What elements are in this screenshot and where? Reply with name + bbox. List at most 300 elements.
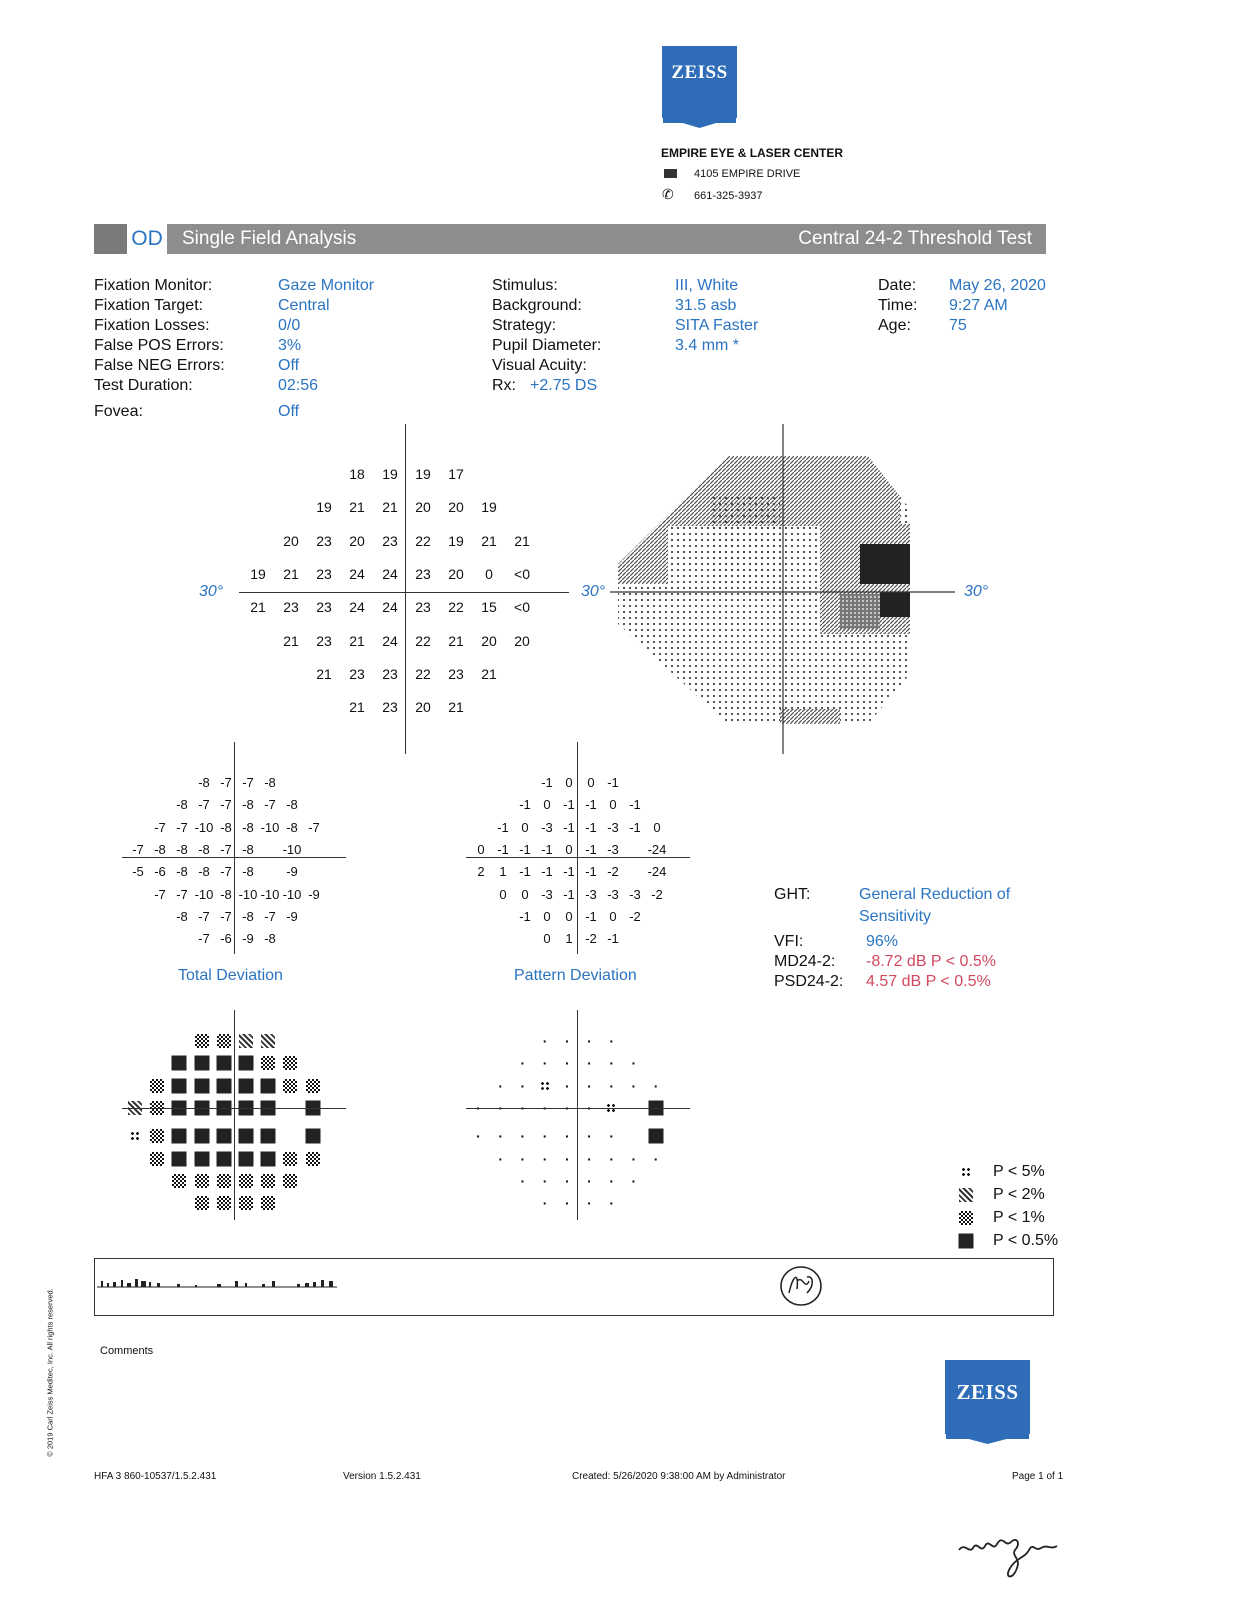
threshold-value: 21 [316,665,332,682]
psd-value: 4.57 dB P < 0.5% [866,973,991,990]
pattern_deviation-value: 0 [499,886,507,902]
threshold-value: 22 [448,599,464,616]
tdp-h-axis [122,1108,346,1109]
total_deviation-value: -8 [264,931,276,947]
pd-prob-symbol: · [520,1055,525,1072]
pattern_deviation-value: 0 [543,931,551,947]
ght-value-1: General Reduction of [859,886,1011,903]
pattern_deviation-value: -1 [629,797,641,813]
pd-prob-symbol: · [587,1055,591,1072]
param-value: Gaze Monitor [278,277,375,294]
total_deviation-value: -8 [176,864,188,880]
td-prob-symbol [261,1056,275,1070]
td-prob-symbol [261,1151,276,1166]
pd-prob-symbol: · [542,1195,547,1212]
total_deviation-value: -8 [286,797,298,813]
td-prob-symbol [239,1056,254,1071]
pattern_deviation-value: -3 [607,841,619,857]
pattern_deviation-value: 0 [565,775,573,790]
pd-prob-symbol: · [542,1055,547,1072]
pd-prob-symbol: · [587,1128,591,1145]
td-prob-symbol [283,1174,297,1188]
td-v-axis [234,742,235,954]
td-prob-symbol [172,1129,187,1144]
threshold-value: 20 [349,532,365,549]
zeiss-logo-top: ZEISS [662,46,737,118]
td-prob-symbol [261,1174,275,1188]
total_deviation-value: -8 [198,775,210,790]
threshold-value: 23 [448,665,464,682]
comments-label: Comments [100,1345,154,1357]
param-label: Age: [878,317,911,334]
threshold-value: 23 [316,599,332,616]
threshold-value: 23 [283,599,299,616]
phone-icon: ✆ [662,186,674,202]
threshold-value: 23 [316,532,332,549]
pattern_deviation-value: 0 [543,797,551,813]
threshold-value: 19 [382,466,398,482]
threshold-value: 19 [415,466,431,482]
footer-created: Created: 5/26/2020 9:38:00 AM by Administrator [572,1471,786,1482]
threshold-value: 21 [448,699,464,716]
legend-label: P < 1% [993,1209,1045,1226]
footer-device: HFA 3 860-10537/1.5.2.431 [94,1471,217,1482]
pd-prob-symbol: · [564,1077,569,1094]
td-prob-symbol [261,1034,275,1048]
pattern_deviation-value: -1 [563,886,575,902]
legend-symbol-p05 [959,1234,974,1249]
td-prob-symbol [283,1056,297,1070]
total_deviation-value: -9 [308,886,320,902]
pattern_deviation-value: -3 [607,819,619,835]
pattern_deviation-value: -1 [519,841,531,857]
envelope-icon [664,169,677,178]
ght-value-2: Sensitivity [859,908,932,925]
clinic-name: EMPIRE EYE & LASER CENTER [661,146,844,160]
pd-prob-symbol: · [542,1128,547,1145]
pd-prob-symbol: · [520,1172,525,1189]
pattern_deviation-value: -2 [585,931,597,947]
td-prob-symbol [150,1079,164,1093]
threshold-value: 24 [382,565,398,582]
threshold-value: 15 [481,599,497,616]
pattern_deviation-value: 0 [587,775,595,790]
td-prob-symbol [239,1129,254,1144]
pattern_deviation-value: 2 [477,864,485,880]
total_deviation-value: -9 [286,908,298,924]
pattern_deviation-value: -1 [563,797,575,813]
pd-prob-symbol: · [587,1195,591,1212]
total_deviation-value: -10 [194,886,214,902]
total_deviation-value: -7 [220,797,232,813]
param-label: Pupil Diameter: [492,337,602,354]
pd-prob-symbol: · [564,1195,569,1212]
td-prob-symbol [283,1079,297,1093]
total_deviation-value: -7 [176,819,188,835]
param-value: 0/0 [278,317,301,334]
legend-symbol-p2 [959,1188,973,1202]
pattern_deviation-value: -1 [541,864,553,880]
threshold-value: 23 [415,599,431,616]
pd-prob-symbol: · [564,1128,569,1145]
td-prob-symbol [150,1152,164,1166]
total_deviation-value: -7 [176,886,188,902]
pattern_deviation-value: 0 [653,819,661,835]
pattern_deviation-value: -1 [607,775,619,790]
threshold-value: 19 [250,565,266,582]
pattern_deviation-value: -1 [541,775,553,790]
threshold-value: 23 [382,665,398,682]
total_deviation-value: -8 [220,819,232,835]
md-value: -8.72 dB P < 0.5% [866,953,997,970]
param-label: Fixation Target: [94,297,204,314]
pattern_deviation-value: -1 [519,797,531,813]
legend-symbol-p5 [961,1167,971,1177]
td-prob-symbol [306,1152,320,1166]
pattern_deviation-value: 0 [565,841,573,857]
param-label: Time: [878,297,918,314]
total_deviation-value: -7 [198,908,210,924]
pd-prob-symbol: · [609,1150,614,1167]
td-prob-symbol [194,1151,209,1166]
pattern_deviation-value: 0 [543,908,551,924]
param-label: Test Duration: [94,377,193,394]
param-label: Date: [878,277,917,294]
param-label: Strategy: [492,317,557,334]
pd-prob-symbol: · [542,1172,547,1189]
pd-prob-symbol: · [564,1150,569,1167]
threshold-value: 0 [485,565,493,582]
threshold-value: 22 [415,665,431,682]
pd-prob-symbol: · [587,1150,591,1167]
total_deviation-value: -7 [154,886,166,902]
total_deviation-value: -8 [176,797,188,813]
td-prob-symbol [305,1129,320,1144]
pattern_deviation-value: -1 [541,841,553,857]
pattern_deviation-value: -1 [563,819,575,835]
td-prob-symbol [172,1151,187,1166]
param-value: 31.5 asb [675,297,737,314]
tdp-v-axis [234,1010,235,1220]
threshold-value: 21 [514,532,530,549]
pd-prob-symbol: · [564,1172,569,1189]
threshold-value: 20 [448,565,464,582]
pd-prob-symbol: · [520,1150,525,1167]
threshold-value: 21 [481,532,497,549]
pd-prob-symbol: · [542,1150,547,1167]
pd-prob-symbol: · [631,1055,636,1072]
pd-prob-symbol: · [609,1055,614,1072]
threshold-value: 20 [481,632,497,649]
td-h-axis [122,857,346,858]
total_deviation-value: -7 [220,775,232,790]
threshold-value: 19 [481,499,497,516]
td-prob-symbol [172,1174,186,1188]
pattern_deviation-value: -1 [519,864,531,880]
pd-prob-symbol: · [609,1195,614,1212]
td-prob-symbol [217,1174,231,1188]
threshold-value: 24 [382,599,398,616]
threshold-h-axis [239,592,569,593]
threshold-value: 21 [349,499,365,516]
threshold-value: 20 [448,499,464,516]
param-value: 75 [949,317,967,334]
param-value: Off [278,357,300,374]
threshold-value: <0 [514,565,530,582]
vfi-value: 96% [866,933,899,950]
vfi-label: VFI: [774,933,804,950]
pattern-deviation-label: Pattern Deviation [514,967,637,984]
pd-prob-symbol: · [609,1128,614,1145]
total_deviation-value: -5 [132,864,144,880]
total_deviation-value: -7 [242,775,254,790]
pd-prob-symbol: · [498,1077,503,1094]
copyright-vertical: © 2019 Carl Zeiss Meditec, Inc. All rights reserved. [45,1288,55,1457]
total_deviation-value: -7 [132,841,144,857]
param-label: False NEG Errors: [94,357,225,374]
total_deviation-value: -10 [260,819,280,835]
pattern_deviation-value: 0 [565,908,573,924]
td-prob-symbol [239,1078,254,1093]
pd-prob-symbol: · [609,1077,614,1094]
legend-label: P < 0.5% [993,1232,1059,1249]
td-prob-symbol [261,1129,276,1144]
threshold-value: 21 [349,632,365,649]
total_deviation-value: -10 [260,886,280,902]
pattern_deviation-value: 1 [565,931,573,947]
rx-value: +2.75 DS [530,377,598,394]
param-label: False POS Errors: [94,337,224,354]
total_deviation-value: -7 [154,819,166,835]
pd-prob-symbol: · [609,1033,614,1049]
title-bar [94,224,1046,254]
threshold-value: 20 [283,532,299,549]
threshold-value: 17 [448,466,464,482]
td-prob-symbol [239,1151,254,1166]
pd-prob-symbol: · [587,1033,591,1049]
total_deviation-value: -7 [198,797,210,813]
td-prob-symbol [216,1078,231,1093]
param-value: III, White [675,277,739,294]
threshold-v-axis [405,424,406,754]
pd-prob-symbol [648,1129,663,1144]
total_deviation-value: -8 [198,864,210,880]
total_deviation-value: -9 [242,931,254,947]
total_deviation-value: -10 [282,841,302,857]
param-label: Fixation Losses: [94,317,210,334]
pattern_deviation-value: -1 [629,819,641,835]
rx-label: Rx: [492,377,516,394]
param-value: 3.4 mm * [675,337,740,354]
td-prob-symbol [216,1151,231,1166]
pattern_deviation-value: 1 [499,864,507,880]
pd-prob-symbol: · [564,1055,569,1072]
pattern_deviation-value: -2 [607,864,619,880]
total_deviation-value: -8 [242,864,254,880]
pattern_deviation-value: -2 [629,908,641,924]
td-prob-symbol [217,1034,231,1048]
total_deviation-value: -8 [242,841,254,857]
td-prob-symbol [172,1056,187,1071]
pd-prob-symbol: · [631,1150,636,1167]
legend-symbol-p1 [959,1211,973,1225]
pd-prob-symbol: · [587,1077,591,1094]
threshold-axis-right: 30° [581,583,606,600]
threshold-value: 19 [448,532,464,549]
param-value: 9:27 AM [949,297,1008,314]
pattern_deviation-value: 0 [521,819,529,835]
threshold-value: 21 [283,565,299,582]
pattern_deviation-value: 0 [477,841,485,857]
total_deviation-value: -7 [264,908,276,924]
threshold-value: 22 [415,632,431,649]
threshold-value: 20 [415,499,431,516]
handwritten-signature [955,1528,1070,1593]
pattern_deviation-value: -24 [647,841,667,857]
pd-prob-symbol: · [476,1128,480,1145]
pd-prob-symbol: · [564,1033,569,1049]
threshold-value: 23 [316,565,332,582]
pattern_deviation-value: -1 [585,908,597,924]
pattern_deviation-value: -1 [585,841,597,857]
threshold-value: 21 [448,632,464,649]
threshold-value: 21 [481,665,497,682]
gaze-tracking-box [94,1258,1054,1316]
param-value: 02:56 [278,377,319,394]
test-name: Central 24-2 Threshold Test [798,228,1032,249]
clinic-address: 4105 EMPIRE DRIVE [694,168,801,180]
footer-version: Version 1.5.2.431 [343,1471,421,1482]
total_deviation-value: -8 [220,886,232,902]
pattern_deviation-value: -3 [541,886,553,902]
analysis-title: Single Field Analysis [182,228,357,249]
pd-prob-symbol: · [498,1150,503,1167]
threshold-value: 24 [382,632,398,649]
total_deviation-value: -9 [286,864,298,880]
td-prob-symbol [195,1034,209,1048]
pattern_deviation-value: -1 [585,797,597,813]
pattern_deviation-value: -1 [563,864,575,880]
psd-label: PSD24-2: [774,973,844,990]
param-value: May 26, 2020 [949,277,1046,294]
pattern_deviation-value: 0 [521,886,529,902]
pattern_deviation-value: -2 [651,886,663,902]
total-deviation-label: Total Deviation [178,967,283,984]
td-prob-symbol [239,1034,253,1048]
fovea-value: Off [278,403,300,420]
threshold-axis-left: 30° [199,583,224,600]
threshold-value: 24 [349,599,365,616]
pd-prob-symbol: · [542,1033,547,1049]
pd-prob-symbol: · [520,1077,525,1094]
pd-prob-symbol: · [653,1150,658,1167]
total_deviation-value: -7 [308,819,320,835]
td-prob-symbol [150,1129,164,1143]
td-prob-symbol [217,1196,231,1210]
threshold-value: 23 [349,665,365,682]
td-prob-symbol [195,1174,209,1188]
total_deviation-value: -8 [176,908,188,924]
footer-page: Page 1 of 1 [1012,1471,1064,1482]
pattern_deviation-value: 0 [609,797,617,813]
threshold-value: 21 [349,699,365,716]
threshold-value: <0 [514,599,530,616]
total_deviation-value: -10 [238,886,258,902]
gaze-tracking-trace [97,1269,347,1299]
param-label: Stimulus: [492,277,558,294]
pd-prob-symbol: · [587,1172,591,1189]
pattern_deviation-value: -1 [497,841,509,857]
total_deviation-value: -8 [242,908,254,924]
total_deviation-value: -8 [198,841,210,857]
pattern_deviation-value: -1 [585,819,597,835]
param-value: Central [278,297,330,314]
pattern_deviation-value: -24 [647,864,667,880]
total_deviation-value: -10 [194,819,214,835]
pattern_deviation-value: -1 [497,819,509,835]
td-prob-symbol [216,1056,231,1071]
total_deviation-value: -6 [220,931,232,947]
pattern_deviation-value: 0 [609,908,617,924]
pd-prob-symbol: · [498,1128,503,1145]
td-prob-symbol [261,1196,275,1210]
threshold-value: 18 [349,466,365,482]
total_deviation-value: -8 [242,819,254,835]
threshold-value: 20 [514,632,530,649]
pattern_deviation-value: -3 [629,886,641,902]
legend-label: P < 2% [993,1186,1045,1203]
threshold-value: 23 [382,699,398,716]
total_deviation-value: -7 [220,864,232,880]
pd-prob-symbol: · [631,1077,636,1094]
total_deviation-value: -8 [242,797,254,813]
pattern_deviation-value: -3 [585,886,597,902]
pd-h-axis [466,857,690,858]
total_deviation-value: -6 [154,864,166,880]
pattern_deviation-value: -1 [607,931,619,947]
td-prob-symbol [130,1131,140,1141]
greyscale-axis-right: 30° [964,583,989,600]
total_deviation-value: -10 [282,886,302,902]
md-label: MD24-2: [774,953,836,970]
pattern_deviation-value: -3 [541,819,553,835]
total_deviation-value: -8 [154,841,166,857]
td-prob-symbol [261,1078,276,1093]
pattern_deviation-value: -1 [519,908,531,924]
total_deviation-value: -7 [220,908,232,924]
total_deviation-value: -7 [264,797,276,813]
total_deviation-value: -8 [286,819,298,835]
threshold-value: 21 [250,599,266,616]
threshold-value: 20 [415,699,431,716]
td-prob-symbol [216,1129,231,1144]
total_deviation-value: -8 [264,775,276,790]
legend-label: P < 5% [993,1163,1045,1180]
threshold-value: 21 [382,499,398,516]
param-label: Fixation Monitor: [94,277,213,294]
td-prob-symbol [194,1129,209,1144]
td-prob-symbol [195,1196,209,1210]
pd-v-axis [577,742,578,954]
pattern_deviation-value: -1 [585,864,597,880]
td-prob-symbol [239,1196,253,1210]
reviewer-initials-stamp [777,1261,825,1309]
param-label: Visual Acuity: [492,357,587,374]
td-prob-symbol [306,1079,320,1093]
pd-prob-symbol: · [520,1128,525,1145]
td-prob-symbol [194,1078,209,1093]
ght-label: GHT: [774,886,811,903]
